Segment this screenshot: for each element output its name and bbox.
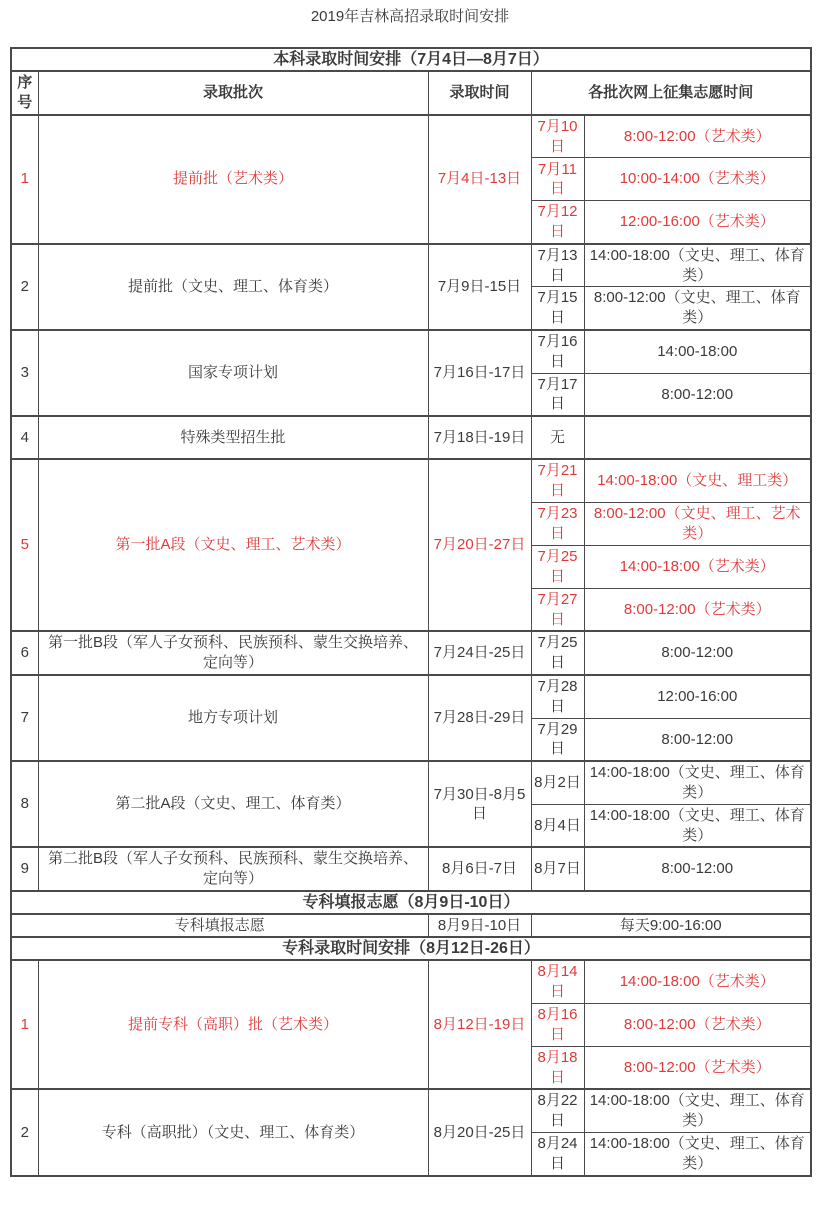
collect-date-cell: 7月25日 [531,545,584,588]
admit-time-cell: 8月12日-19日 [428,960,531,1089]
seq-cell: 7 [11,675,38,761]
seq-cell: 1 [11,115,38,244]
collect-slot-cell: 每天9:00-16:00 [531,914,811,937]
seq-cell: 6 [11,631,38,675]
seq-cell: 4 [11,416,38,459]
collect-date-cell: 8月14日 [531,960,584,1003]
collect-slot-cell: 14:00-18:00（文史、理工类） [584,459,811,502]
admit-time-cell: 8月6日-7日 [428,847,531,891]
batch-cell: 特殊类型招生批 [38,416,428,459]
seq-cell: 3 [11,330,38,416]
header-seq: 序号 [11,71,38,115]
batch-cell: 地方专项计划 [38,675,428,761]
collect-date-cell: 8月7日 [531,847,584,891]
admit-time-cell: 7月20日-27日 [428,459,531,631]
collect-slot-cell: 8:00-12:00（艺术类） [584,1046,811,1089]
batch-cell: 专科填报志愿 [11,914,428,937]
collect-date-cell: 7月12日 [531,201,584,244]
collect-slot-cell: 8:00-12:00（艺术类） [584,115,811,158]
batch-cell: 专科（高职批）（文史、理工、体育类） [38,1089,428,1175]
table-row [11,459,811,502]
admissions-schedule-table [10,47,812,1177]
table-row [11,330,811,373]
collect-slot-cell: 14:00-18:00（文史、理工、体育类） [584,1089,811,1132]
collect-slot-cell: 8:00-12:00 [584,373,811,416]
collect-slot-cell: 8:00-12:00（艺术类） [584,1003,811,1046]
collect-date-cell: 8月24日 [531,1133,584,1176]
section-title: 本科录取时间安排（7月4日—8月7日） [11,48,811,71]
table-row [11,675,811,718]
section-title: 专科填报志愿（8月9日-10日） [11,891,811,914]
header-batch: 录取批次 [38,71,428,115]
collect-slot-cell: 8:00-12:00（文史、理工、艺术类） [584,502,811,545]
admit-time-cell: 7月28日-29日 [428,675,531,761]
seq-cell: 5 [11,459,38,631]
table-row [11,631,811,675]
section-title-row [11,891,811,914]
column-header-row [11,71,811,115]
collect-date-cell: 8月4日 [531,804,584,847]
section-title-row [11,48,811,71]
seq-cell: 9 [11,847,38,891]
header-admit-time: 录取时间 [428,71,531,115]
batch-cell: 第二批B段（军人子女预科、民族预科、蒙生交换培养、定向等） [38,847,428,891]
seq-cell: 8 [11,761,38,847]
collect-slot-cell: 14:00-18:00（文史、理工、体育类） [584,761,811,804]
batch-cell: 第一批B段（军人子女预科、民族预科、蒙生交换培养、定向等） [38,631,428,675]
collect-slot-cell: 8:00-12:00 [584,847,811,891]
table-row [11,115,811,158]
collect-date-cell: 8月16日 [531,1003,584,1046]
page-title: 2019年吉林高招录取时间安排 [310,8,510,25]
collect-date-cell: 7月27日 [531,588,584,631]
batch-cell: 第二批A段（文史、理工、体育类） [38,761,428,847]
table-row [11,1089,811,1132]
collect-slot-cell: 8:00-12:00 [584,718,811,761]
collect-slot-cell: 12:00-16:00 [584,675,811,718]
collect-slot-cell: 12:00-16:00（艺术类） [584,201,811,244]
section-title-row [11,937,811,960]
collect-date-cell: 8月2日 [531,761,584,804]
collect-date-cell: 7月29日 [531,718,584,761]
batch-cell: 提前专科（高职）批（艺术类） [38,960,428,1089]
collect-date-cell: 7月17日 [531,373,584,416]
collect-slot-cell: 14:00-18:00 [584,330,811,373]
batch-cell: 第一批A段（文史、理工、艺术类） [38,459,428,631]
admit-time-cell: 8月9日-10日 [428,914,531,937]
admit-time-cell: 7月18日-19日 [428,416,531,459]
admit-time-cell: 7月30日-8月5日 [428,761,531,847]
table-row [11,244,811,287]
collect-slot-cell: 8:00-12:00（文史、理工、体育类） [584,287,811,330]
admit-time-cell: 7月24日-25日 [428,631,531,675]
seq-cell: 1 [11,960,38,1089]
collect-slot-cell: 8:00-12:00 [584,631,811,675]
collect-slot-cell: 8:00-12:00（艺术类） [584,588,811,631]
collect-slot-cell: 14:00-18:00（艺术类） [584,960,811,1003]
collect-date-cell: 无 [531,416,584,459]
collect-slot-cell: 14:00-18:00（艺术类） [584,545,811,588]
collect-date-cell: 8月22日 [531,1089,584,1132]
collect-date-cell: 7月13日 [531,244,584,287]
collect-date-cell: 7月23日 [531,502,584,545]
seq-cell: 2 [11,1089,38,1175]
collect-date-cell: 7月15日 [531,287,584,330]
collect-slot-cell: 14:00-18:00（文史、理工、体育类） [584,1133,811,1176]
section-title: 专科录取时间安排（8月12日-26日） [11,937,811,960]
collect-date-cell: 7月10日 [531,115,584,158]
collect-date-cell: 7月21日 [531,459,584,502]
admit-time-cell: 8月20日-25日 [428,1089,531,1175]
admit-time-cell: 7月16日-17日 [428,330,531,416]
collect-date-cell: 7月25日 [531,631,584,675]
table-row [11,847,811,891]
collect-date-cell: 7月28日 [531,675,584,718]
batch-cell: 国家专项计划 [38,330,428,416]
collect-date-cell: 7月16日 [531,330,584,373]
table-row [11,416,811,459]
collect-slot-cell: 14:00-18:00（文史、理工、体育类） [584,244,811,287]
collect-date-cell: 7月11日 [531,158,584,201]
batch-cell: 提前批（文史、理工、体育类） [38,244,428,330]
collect-slot-cell: 10:00-14:00（艺术类） [584,158,811,201]
collect-slot-cell [584,416,811,459]
table-row [11,914,811,937]
table-row [11,960,811,1003]
collect-slot-cell: 14:00-18:00（文史、理工、体育类） [584,804,811,847]
seq-cell: 2 [11,244,38,330]
collect-date-cell: 8月18日 [531,1046,584,1089]
admit-time-cell: 7月9日-15日 [428,244,531,330]
header-collect-time: 各批次网上征集志愿时间 [531,71,811,115]
batch-cell: 提前批（艺术类） [38,115,428,244]
table-row [11,761,811,804]
admit-time-cell: 7月4日-13日 [428,115,531,244]
